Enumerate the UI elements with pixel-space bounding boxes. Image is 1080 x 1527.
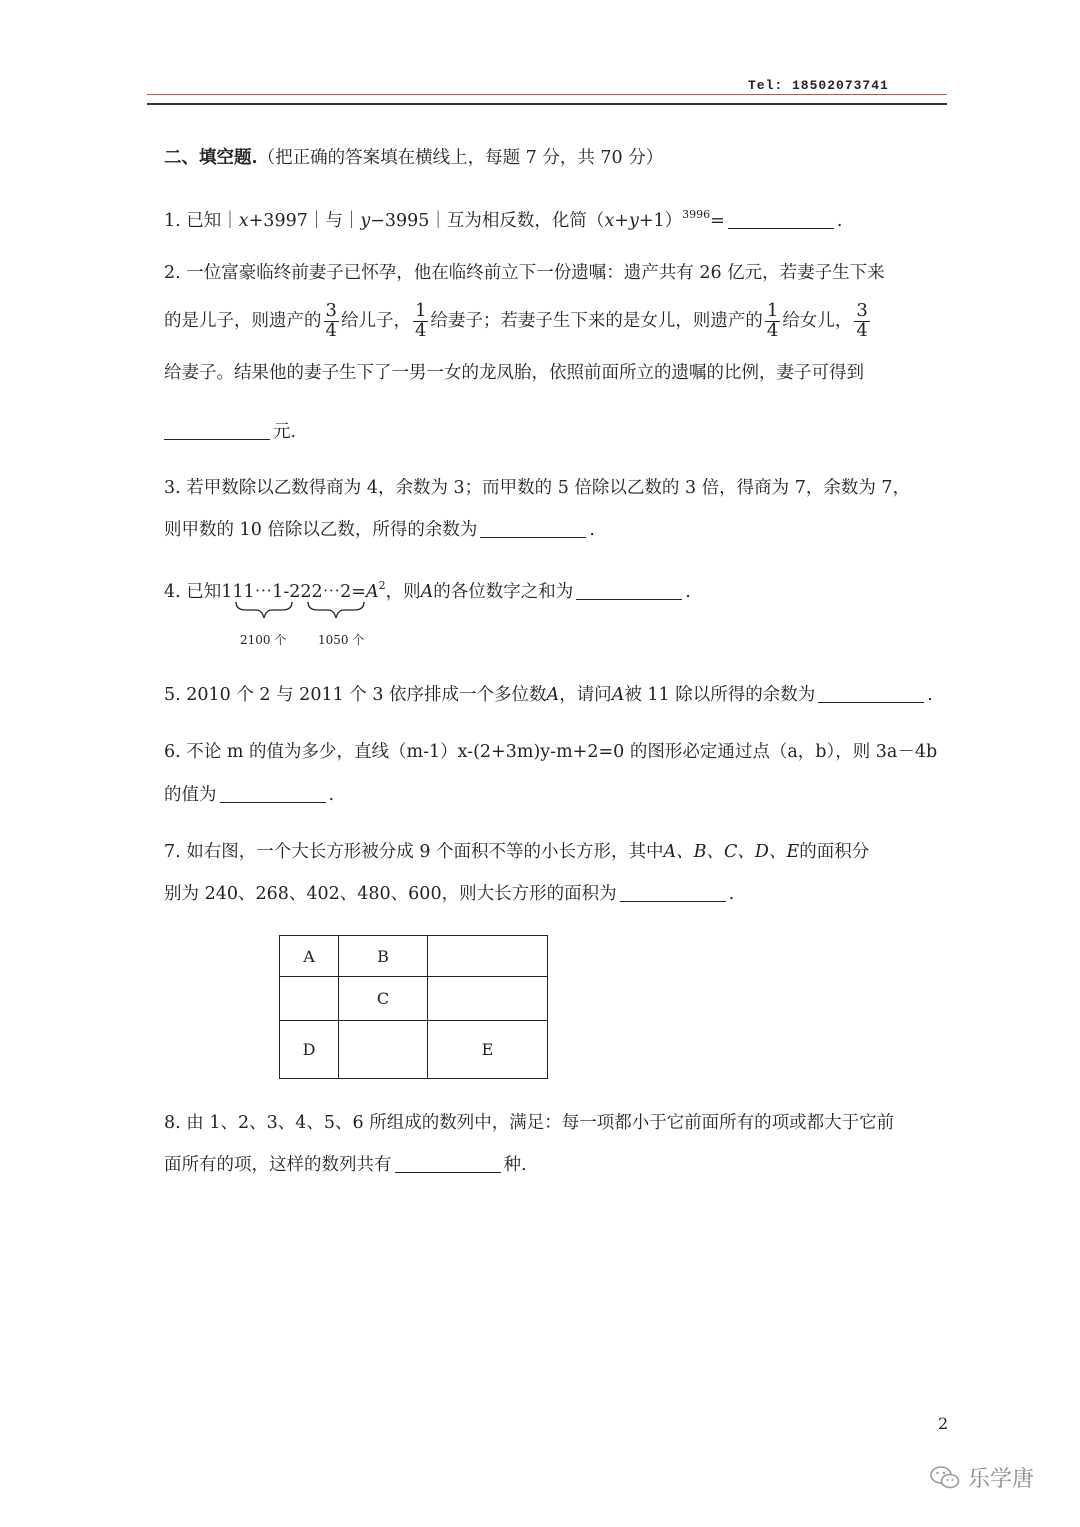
question-2-line-3: 给妻子。结果他的妻子生下了一男一女的龙凤胎，依照前面所立的遗嘱的比例，妻子可得到 (164, 363, 864, 383)
page-number: 2 (938, 1414, 949, 1433)
question-2-line-1: 2. 一位富豪临终前妻子已怀孕，他在临终前立下一份遗嘱：遗产共有 26 亿元，若妻子生下来 (164, 263, 885, 283)
question-8-line-2: 面所有的项，这样的数列共有 种. (164, 1155, 527, 1175)
fraction-3-4-a: $\frac{3}{4}$ (325, 300, 337, 341)
grid-cell-c: C (339, 977, 428, 1021)
grid-cell-a: A (280, 936, 339, 977)
brace-ones-icon (236, 602, 292, 618)
grid-cell-e: E (428, 1021, 548, 1079)
wechat-icon (930, 1465, 960, 1491)
repunit-twos: 222⋯2 (289, 582, 352, 602)
question-4: 4. 已知$111\cdots 1-222\cdots 2=A^2$，则A的各位数字之和为 . (164, 579, 691, 602)
answer-blank-4[interactable] (576, 598, 682, 600)
watermark-brand: 乐学唐 (968, 1467, 1035, 1492)
grid-cell-b: B (339, 936, 428, 977)
grid-cell-d: D (280, 1021, 339, 1079)
brace-label-twos: 1050 个 (318, 633, 365, 647)
answer-blank-3[interactable] (480, 536, 586, 538)
brace-label-ones: 2100 个 (240, 633, 287, 647)
question-7-line-1: 7. 如右图，一个大长方形被分成 9 个面积不等的小长方形，其中A、B、C、D、E的面积分 (164, 842, 870, 862)
watermark (930, 1462, 1034, 1493)
grid-cell-empty (339, 1021, 428, 1079)
grid-cell-empty (428, 936, 548, 977)
rectangle-grid (279, 935, 548, 1079)
question-3-line-1: 3. 若甲数除以乙数得商为 4，余数为 3；而甲数的 5 倍除以乙数的 3 倍，得商为 7，余数为 7， (164, 478, 911, 498)
header-tel: Tel: 18502073741 (748, 78, 889, 93)
repunit-ones: 111⋯1 (221, 582, 284, 602)
header-rule-red (147, 94, 947, 95)
question-2-line-2: 的是儿子，则遗产的 $\frac{3}{4}$ 给儿子， $\frac{1}{4}$ 给妻子；若妻子生下来的是女儿，则遗产的 $\frac{1}{4}$ 给女儿， $\frac{3}{4}$ (164, 300, 868, 341)
grid-cell-empty (280, 977, 339, 1021)
grid-cell-empty (428, 977, 548, 1021)
question-6-line-2: 的值为 . (164, 785, 335, 805)
answer-blank-2[interactable] (164, 438, 270, 440)
underbraces (232, 600, 372, 622)
question-6-line-1: 6. 不论 m 的值为多少，直线（m-1）x-(2+3m)y-m+2=0 的图形必定通过点（a，b），则 3a－4b (164, 742, 938, 762)
question-1: 1. 已知｜x+3997｜与｜y−3995｜互为相反数，化简$(x+y+1)^{3996}=$ . (164, 208, 843, 231)
answer-blank-1[interactable] (728, 227, 834, 229)
question-2-line-4: 元. (164, 424, 296, 442)
question-3-line-2: 则甲数的 10 倍除以乙数，所得的余数为 . (164, 520, 595, 540)
section-title: 二、填空题. (164, 148, 258, 168)
section-heading (164, 150, 663, 168)
question-8-line-1: 8. 由 1、2、3、4、5、6 所组成的数列中，满足：每一项都小于它前面所有的项或都大于它前 (164, 1113, 895, 1133)
brace-twos-icon (308, 602, 364, 618)
answer-blank-5[interactable] (818, 701, 924, 703)
question-7-line-2: 别为 240、268、402、480、600，则大长方形的面积为 . (164, 884, 735, 904)
fraction-1-4-b: $\frac{1}{4}$ (766, 300, 779, 341)
header-rule-dark (147, 103, 947, 105)
section-instruction: （把正确的答案填在横线上，每题 7 分，共 70 分） (257, 148, 664, 168)
answer-blank-6[interactable] (220, 801, 326, 803)
fraction-1-4-a: $\frac{1}{4}$ (414, 300, 427, 341)
answer-blank-8[interactable] (395, 1171, 501, 1173)
fraction-3-4-b: $\frac{3}{4}$ (856, 300, 868, 341)
answer-blank-7[interactable] (620, 900, 726, 902)
question-5: 5. 2010 个 2 与 2011 个 3 依序排成一个多位数A，请问A被 11 除以所得的余数为 . (164, 685, 933, 705)
